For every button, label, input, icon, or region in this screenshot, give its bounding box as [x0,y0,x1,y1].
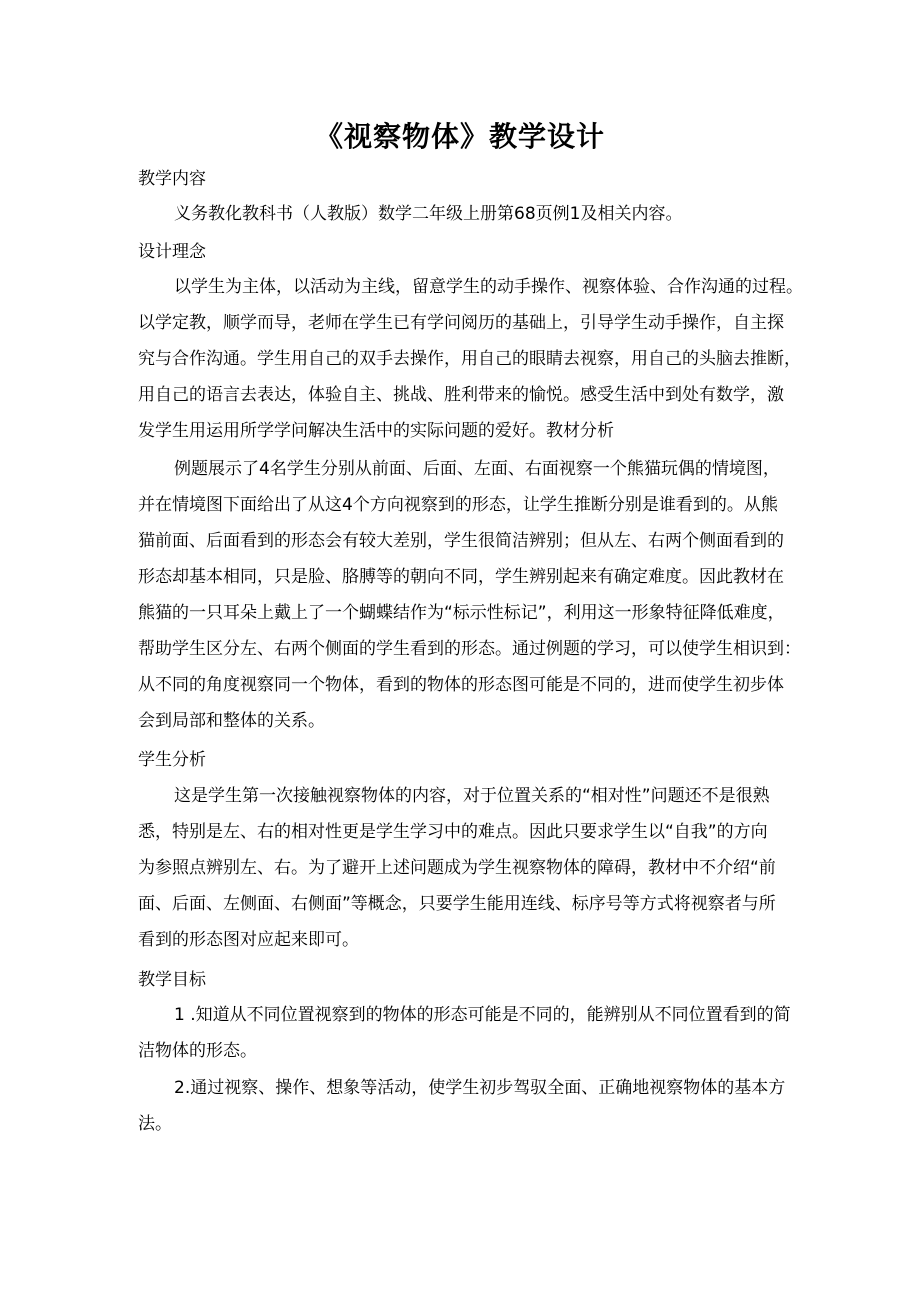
paragraph-design-concept [138,269,804,449]
paragraph-line: 看到的形态图对应起来即可。 [138,930,359,950]
paragraph-line: 从不同的角度视察同一个物体，看到的物体的形态图可能是不同的，进而使学生初步体 [138,675,784,695]
paragraph-line: 法。 [138,1114,172,1134]
paragraph-line: 为参照点辨别左、右。为了避开上述问题成为学生视察物体的障碍，教材中不介绍“前 [138,858,776,878]
paragraph-line: 帮助学生区分左、右两个侧面的学生看到的形态。通过例题的学习，可以使学生相识到： [138,639,801,659]
paragraph-student-analysis [138,778,804,958]
paragraph-line: 熊猫的一只耳朵上戴上了一个蝴蝶结作为“标示性标记”，利用这一形象特征降低难度， [138,603,785,623]
paragraph-line: 究与合作沟通。学生用自己的双手去操作，用自己的眼睛去视察，用自己的头脑去推断， [138,349,801,369]
paragraph-line: 这是学生第一次接触视察物体的内容，对于位置关系的“相对性”问题还不是很熟 [174,786,770,806]
heading-design-concept: 设计理念 [138,242,206,262]
document-title: 《视察物体》教学设计 [314,120,605,153]
heading-teaching-goals: 教学目标 [138,970,206,990]
paragraph-material-analysis [138,451,804,739]
paragraph-line: 会到局部和整体的关系。 [138,711,325,731]
paragraph-line: 洁物体的形态。 [138,1041,257,1061]
paragraph-line: 2.通过视察、操作、想象等活动，使学生初步驾驭全面、正确地视察物体的基本方 [174,1078,786,1098]
paragraph-line: 悉，特别是左、右的相对性更是学生学习中的难点。因此只要求学生以“自我”的方向 [138,822,768,842]
paragraph-line: 发学生用运用所学学问解决生活中的实际问题的爱好。教材分析 [138,421,614,441]
paragraph-line: 用自己的语言去表达，体验自主、挑战、胜利带来的愉悦。感受生活中到处有数学，激 [138,385,784,405]
paragraph-line: 面、后面、左侧面、右侧面”等概念，只要学生能用连线、标序号等方式将视察者与所 [138,894,776,914]
paragraph-line: 义务教化教科书（人教版）数学二年级上册第68页例1及相关内容。 [174,204,683,224]
paragraph-line: 猫前面、后面看到的形态会有较大差别，学生很简洁辨别；但从左、右两个侧面看到的 [138,531,784,551]
paragraph-line: 例题展示了4名学生分别从前面、后面、左面、右面视察一个熊猫玩偶的情境图， [174,459,780,479]
goal-item-2 [138,1070,804,1142]
paragraph-line: 以学生为主体，以活动为主线，留意学生的动手操作、视察体验、合作沟通的过程。 [174,277,803,297]
paragraph-teaching-content [138,196,804,232]
heading-teaching-content: 教学内容 [138,169,206,189]
paragraph-line: 以学定教，顺学而导，老师在学生已有学问阅历的基础上，引导学生动手操作，自主探 [138,313,784,333]
goal-item-1 [138,997,804,1069]
paragraph-line: 并在情境图下面给出了从这4个方向视察到的形态，让学生推断分别是谁看到的。从熊 [138,495,778,515]
paragraph-line: 形态却基本相同，只是脸、胳膊等的朝向不同，学生辨别起来有确定难度。因此教材在 [138,567,784,587]
paragraph-line: 1 .知道从不同位置视察到的物体的形态可能是不同的，能辨别从不同位置看到的简 [174,1005,791,1025]
heading-student-analysis: 学生分析 [138,750,206,770]
